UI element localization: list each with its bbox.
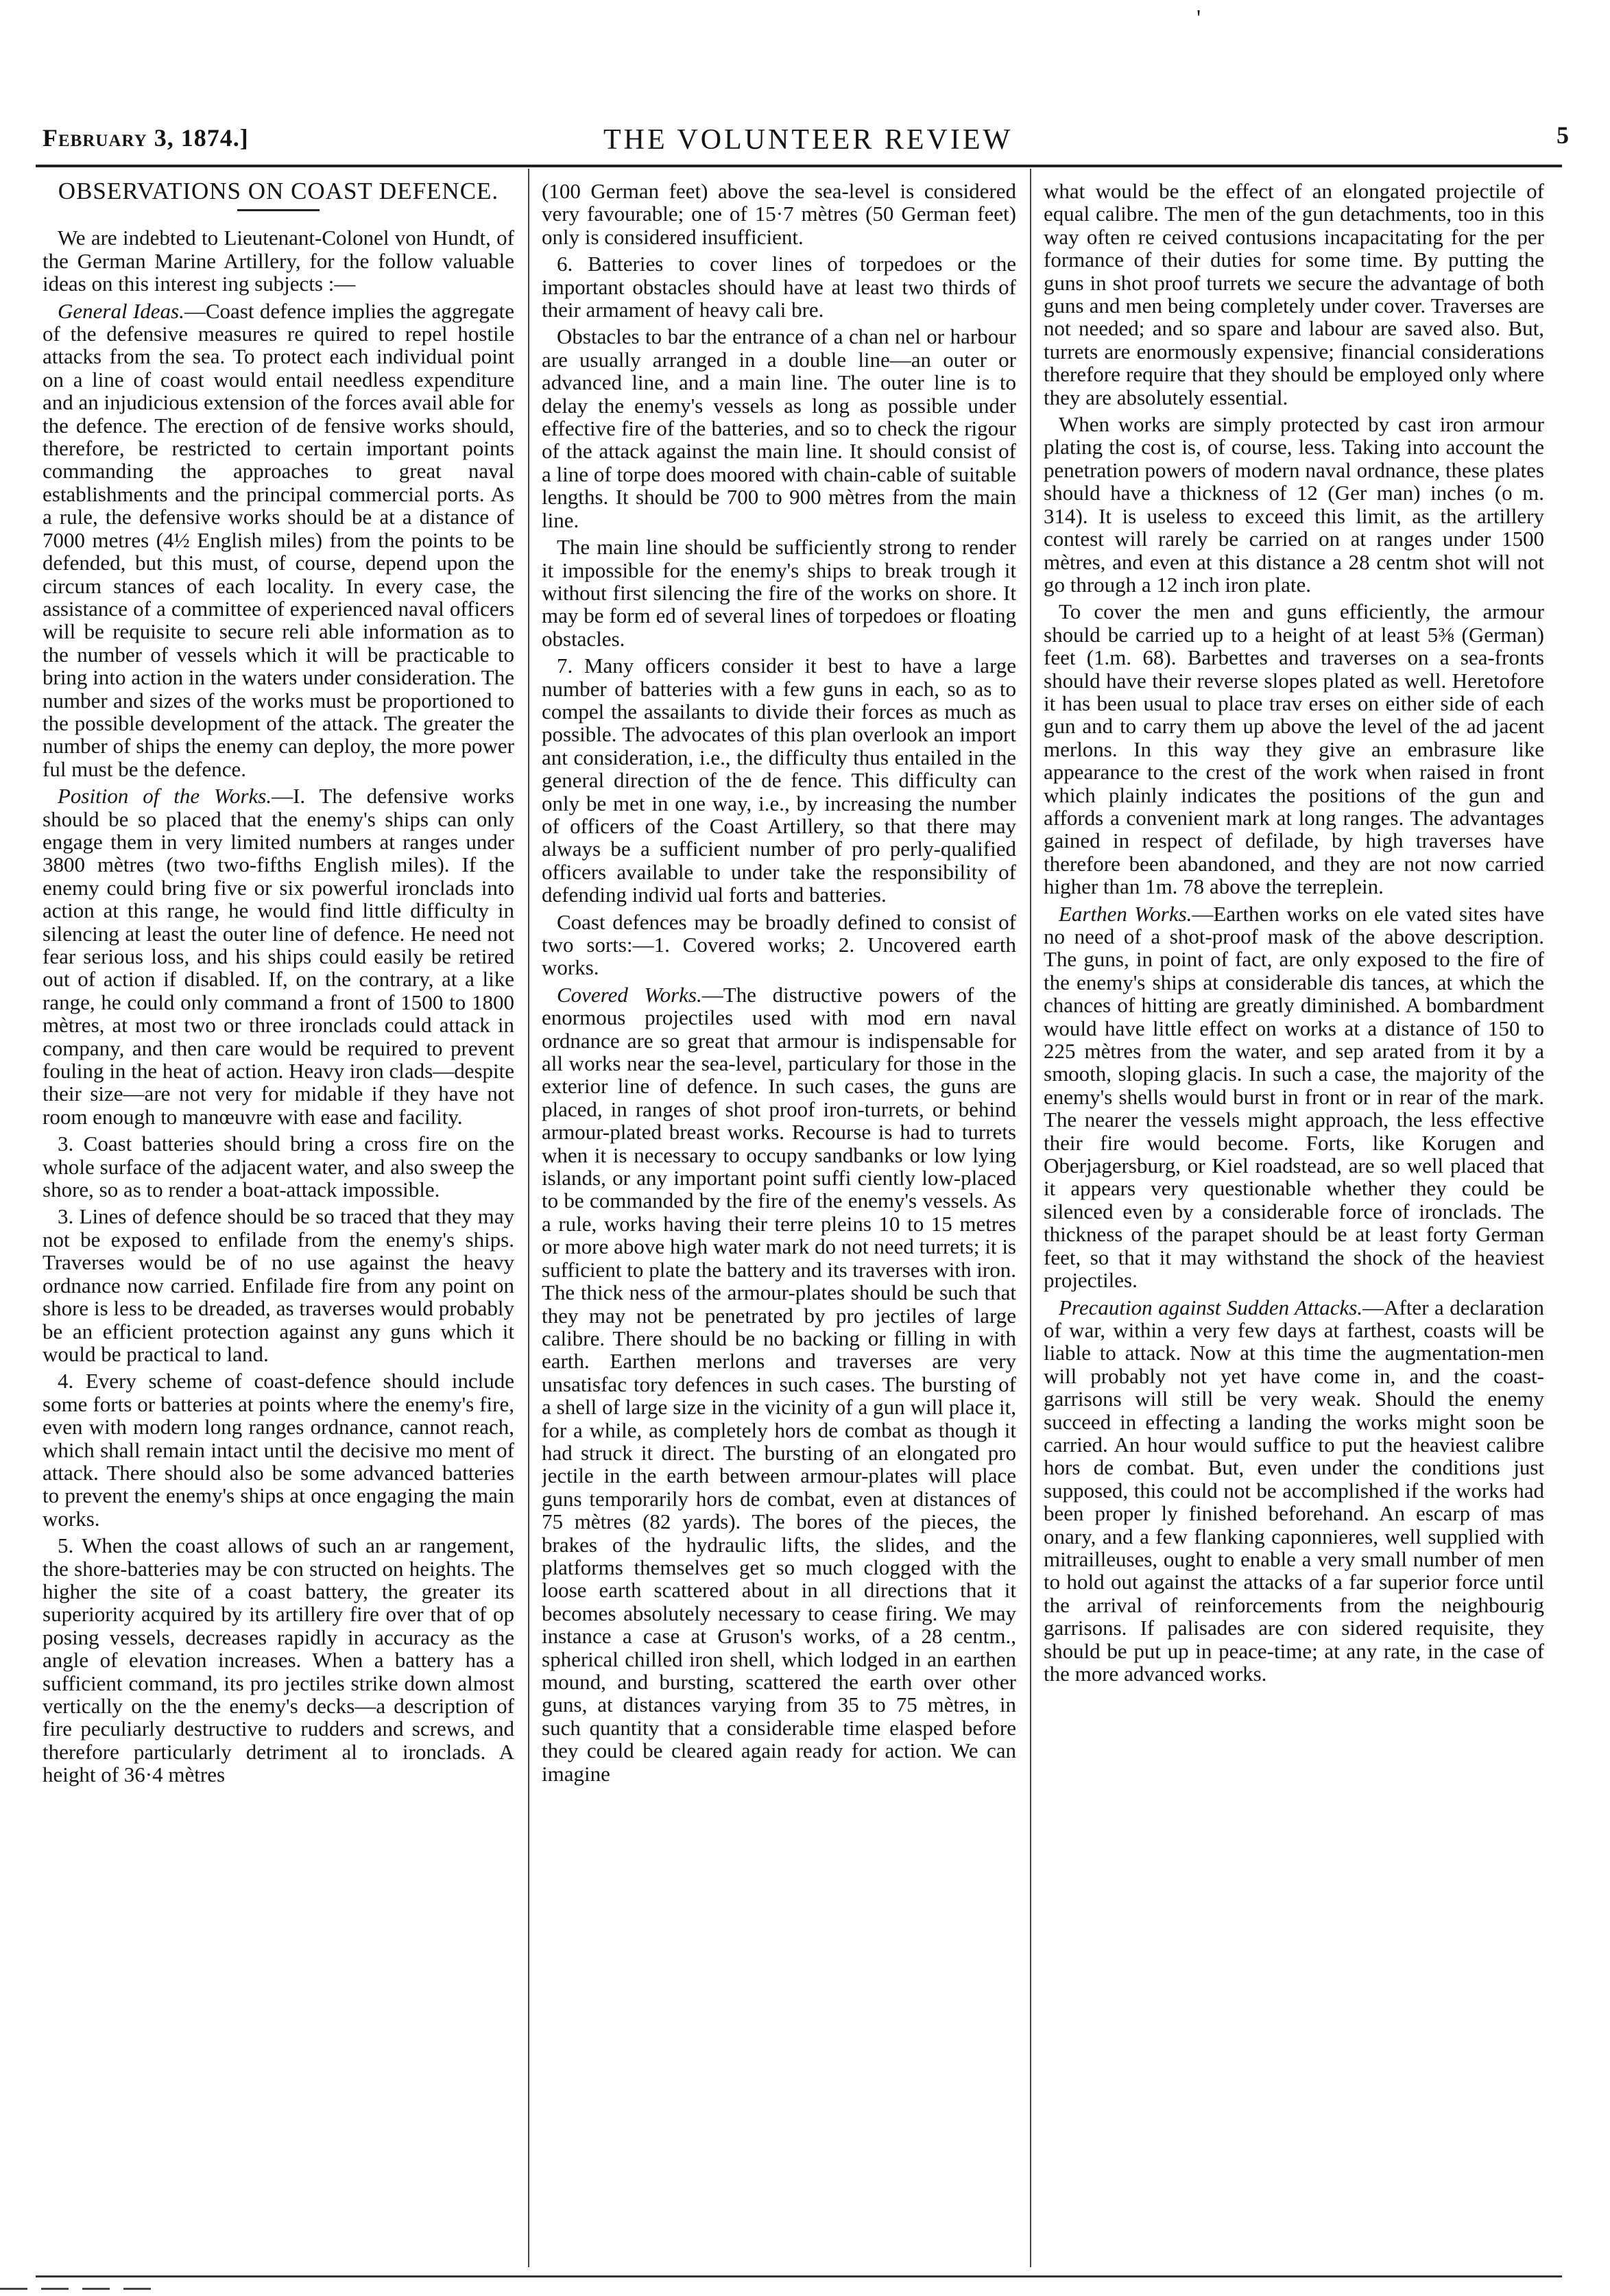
top-mark: ' <box>1197 5 1201 31</box>
paragraph-batteries: 7. Many officers consider it best to have a large number of batteries with a few guns in each, so as to compel the assailants to divide their forces as much as possible. The advocates of this plan overlook an import ant consideration, i.e., the difficulty thus entailed in the general direction of the de fence. This difficulty can only be met in one way, i.e., by increasing the number of officers of the Coast Artillery, so that there may always be a sufficient number of pro perly-qualified officers available to under take the responsibility of defending individ ual forts and batteries. <box>542 654 1016 907</box>
page-number: 5 <box>1557 121 1569 149</box>
column-1 <box>43 180 514 2268</box>
paragraph-main-line: The main line should be sufficiently strong to render it impossible for the enemy's ships to break trough it without first silencing the fire of the works on shore. It may be form ed of several lines of torpedoes or floating obstacles. <box>542 535 1016 651</box>
earthen-works-text: —Earthen works on ele vated sites have no need of a shot-proof mask of the above description. The guns, in point of fact, are only exposed to the fire of the enemy's ships at considerable dis tances, at which the chances of hitting are greatly diminished. A bombardment would have little effect on works at a distance of 150 to 225 mètres from the water, and sep arated from it by a smooth, sloping glacis. In such a case, the majority of the enemy's shells would burst in front or in rear of the mark. The nearer the vessels might approach, the less effective their fire would become. Forts, like Korugen and Oberjagersburg, or Kiel roadstead, are so well placed that it appears very questionable whether they could be silenced even by a considerable force of ironclads. The thickness of the parapet should be at least forty German feet, so that it may withstand the shock of the heaviest projectiles. <box>1044 901 1544 1293</box>
position-paragraph <box>43 785 514 1128</box>
column-separator <box>528 169 529 2267</box>
paragraph-sea-level: (100 German feet) above the sea-level is considered very favourable; one of 15·7 mètres (50 German feet) only is considered insufficient. <box>542 180 1016 249</box>
paragraph-two-sorts: Coast defences may be broadly defined to consist of two sorts:—1. Covered works; 2. Uncovered earth works. <box>542 909 1016 980</box>
column-2 <box>542 180 1016 2268</box>
paragraph-obstacles: Obstacles to bar the entrance of a chan nel or harbour are usually arranged in a double line—an outer or advanced line, and a main line. The outer line is to delay the enemy's vessels as long as possible under effective fire of the batteries, and so to check the rigour of the attack against the main line. It should consist of a line of torpe does moored with chain-cable of suitable lengths. It should be 700 to 900 mètres from the main line. <box>542 324 1016 532</box>
footer-dashes <box>0 2288 158 2290</box>
paragraph-forts: 4. Every scheme of coast-defence should include some forts or batteries at points where the enemy's fire, even with modern long ranges ordnance, cannot reach, which shall remain intact until the decisive mo ment of attack. There should also be some advanced batteries to prevent the enemy's ships at once engaging the main works. <box>43 1369 514 1531</box>
precaution-heading: Precaution against Sudden Attacks. <box>1059 1295 1363 1319</box>
covered-works-heading: Covered Works. <box>557 982 702 1007</box>
column-separator <box>1030 169 1031 2267</box>
paragraph-elongated-projectile: what would be the effect of an elongated projectile of equal calibre. The men of the gun detachments, too in this way often re ceived contusions incapacitating for the per formance of their duties for some time. By putting the guns in shot proof turrets we secure the advantage of both guns and men being completely under cover. Traverses are not needed; and so spare and labour are saved also. But, turrets are enormously expensive; financial considerations therefore require that they should be employed only where they are absolutely essential. <box>1044 180 1544 409</box>
general-ideas-text: —Coast defence implies the aggregate of the defensive measures re quired to repel hostile attacks from the sea. To protect each individual point on a line of coast would entail needless expenditure and an injudicious extension of the forces avail able for the defence. The erection of de fensive works should, therefore, be restricted to certain important points commanding the approaches to great naval establishments and the principal commercial ports. As a rule, the defensive works should be at a distance of 7000 metres (4½ English miles) from the points to be defended, but this must, of course, depend upon the circum stances of each locality. In every case, the assistance of a committee of experienced naval officers will be requisite to secure reli able information as to the number of vessels which it will be practicable to bring into action in the waters under consideration. The number and sizes of the works must be proportioned to the possible development of the attack. The greater the number of ships the enemy can deploy, the more power ful must be the defence. <box>43 298 514 781</box>
paragraph-cover-men: To cover the men and guns efficiently, the armour should be carried up to a height of at least 5⅜ (German) feet (1.m. 68). Barbettes and traverses on a sea-fronts should have their reverse slopes plated as well. Heretofore it has been usual to place trav erses on either side of each gun and to carry them up above the level of the ad jacent merlons. In this way they give an embrasure like appearance to the crest of the work when raised in front which plainly indicates the positions of the gun and affords a convenient mark at long ranges. The advantages gained in respect of defilade, by high traverses have therefore been abandoned, and they are not now carried higher than 1m. 78 above the terreplein. <box>1044 599 1544 899</box>
general-ideas-heading: General Ideas. <box>58 298 184 323</box>
intro-paragraph: We are indebted to Lieutenant-Colonel von Hundt, of the German Marine Artillery, for the follow valuable ideas on this interest ing subjects :— <box>43 226 514 296</box>
footer-rule <box>36 2275 1562 2277</box>
covered-works-text: —The distructive powers of the enormous projectiles used with mod ern naval ordnance are so great that armour is indispensable for all works near the sea-level, particulary for those in the exterior line of defence. In such cases, the guns are placed, in ranges of shot proof iron-turrets, or behind armour-plated breast works. Recourse is had to turrets when it is necessary to occupy sandbanks or low lying islands, or any important point suffi ciently low-placed to be commanded by the fire of the enemy's vessels. As a rule, works having their terre pleins 10 to 15 metres or more above high water mark do not need turrets; it is sufficient to plate the battery and its traverses with iron. The thick ness of the armour-plates should be such that they may not be penetrated by pro jectiles of large calibre. There should be no backing or filling in with earth. Earthen merlons and traverses are very unsatisfac tory defences in such cases. The bursting of a shell of large size in the vicinity of a gun will place it, for a while, as completely hors de combat as though it had struck it direct. The bursting of an elongated pro jectile in the earth between armour-plates will place guns temporarily hors de combat, even at distances of 75 mètres (82 yards). The bores of the pieces, the brakes of the hydraulic lifts, the slides, and the platforms themselves get so much clogged with the loose earth scattered about in all directions that it becomes absolutely necessary to cease firing. We may instance a case at Gruson's works, of a 28 centm., spherical chilled iron shell, which lodged in an earthen mound, and bursting, scattered the earth over other guns, at distances varying from 35 to 75 mètres, in such quantity that a considerable time elasped before they could be cleared again ready for action. We can imagine <box>542 982 1016 1786</box>
precaution-text: —After a declaration of war, within a very few days at farthest, coasts will be liable to attack. Now at this time the augmentation-men will probably not yet have come in, and the coast-garrisons will still be very weak. Should the enemy succeed in effecting a landing the works might soon be carried. An hour would suffice to put the heaviest calibre hors de combat. But, even under the conditions just supposed, this could not be accomplished if the works had been proper ly finished beforehand. An escarp of mas onary, and a few flanking caponnieres, well supplied with mitrailleuses, ought to enable a very small number of men to hold out against the attacks of a far superior force until the arrival of reinforcements from the neighbourig garrisons. If palisades are con sidered requisite, they should be put up in peace-time; at any rate, in the case of the more advanced works. <box>1044 1295 1544 1686</box>
general-ideas-paragraph <box>43 300 514 781</box>
paragraph-cross-fire: 3. Coast batteries should bring a cross fire on the whole surface of the adjacent water, and also sweep the shore, so as to render a boat-attack impossible. <box>43 1132 514 1202</box>
paragraph-armour-plating: When works are simply protected by cast iron armour plating the cost is, of course, less. Taking into account the penetration powers of modern naval ordnance, these plates should have a thickness of 12 (Ger man) inches (o m. 314). It is useless to exceed this limit, as the artillery contest will rarely be carried on at ranges under 1500 mètres, and even at this distance a 28 centm shot will not go through a 12 inch iron plate. <box>1044 412 1544 597</box>
header-rule <box>36 165 1562 167</box>
paragraph-lines-of-defence: 3. Lines of defence should be so traced that they may not be exposed to enfilade from the enemy's ships. Traverses would be of no use against the heavy ordnance now carried. Enfilade fire from any point on shore is less to be dreaded, as traverses would probably be an efficient protection against any guns which it would be practical to land. <box>43 1204 514 1366</box>
masthead-title: THE VOLUNTEER REVIEW <box>603 124 1013 156</box>
article-title: OBSERVATIONS ON COAST DEFENCE. <box>58 180 499 204</box>
header-date: February 3, 1874.] <box>43 124 249 152</box>
earthen-works-heading: Earthen Works. <box>1059 901 1192 926</box>
position-text: —I. The defensive works should be so placed that the enemy's ships can only engage them in very limited numbers at ranges under 3800 mètres (two two-fifths English miles). If the enemy could bring five or six powerful ironclads into action at this range, he would find little difficulty in silencing at least the outer line of defence. He need not fear serious loss, and his ships could easily be retired out of action if disabled. If, on the contrary, at a like range, he could only command a front of 1500 to 1800 mètres, at most two or three ironclads could attack in company, and then care would be required to prevent fouling in the heat of action. Heavy iron clads—despite their size—are not very for midable if they have not room enough to manœuvre with ease and facility. <box>43 784 514 1129</box>
title-divider <box>237 209 320 211</box>
paragraph-heights: 5. When the coast allows of such an ar rangement, the shore-batteries may be con structed on heights. The higher the site of a coast battery, the greater its superiority acquired by its artillery fire over that of op posing vessels, decreases rapidly in accuracy as the angle of elevation increases. When a battery has a sufficient command, its pro jectiles strike down almost vertically on the the enemy's decks—a description of fire peculiarly destructive to rudders and screws, and therefore particularly detriment al to ironclads. A height of 36·4 mètres <box>43 1533 514 1787</box>
position-heading: Position of the Works. <box>58 784 272 809</box>
precaution-paragraph <box>1044 1296 1544 1686</box>
covered-works-paragraph <box>542 983 1016 1785</box>
paragraph-torpedoes: 6. Batteries to cover lines of torpedoes or the important obstacles should have at least two thirds of their armament of heavy cali bre. <box>542 252 1016 322</box>
earthen-works-paragraph <box>1044 902 1544 1292</box>
column-3 <box>1044 180 1544 2268</box>
